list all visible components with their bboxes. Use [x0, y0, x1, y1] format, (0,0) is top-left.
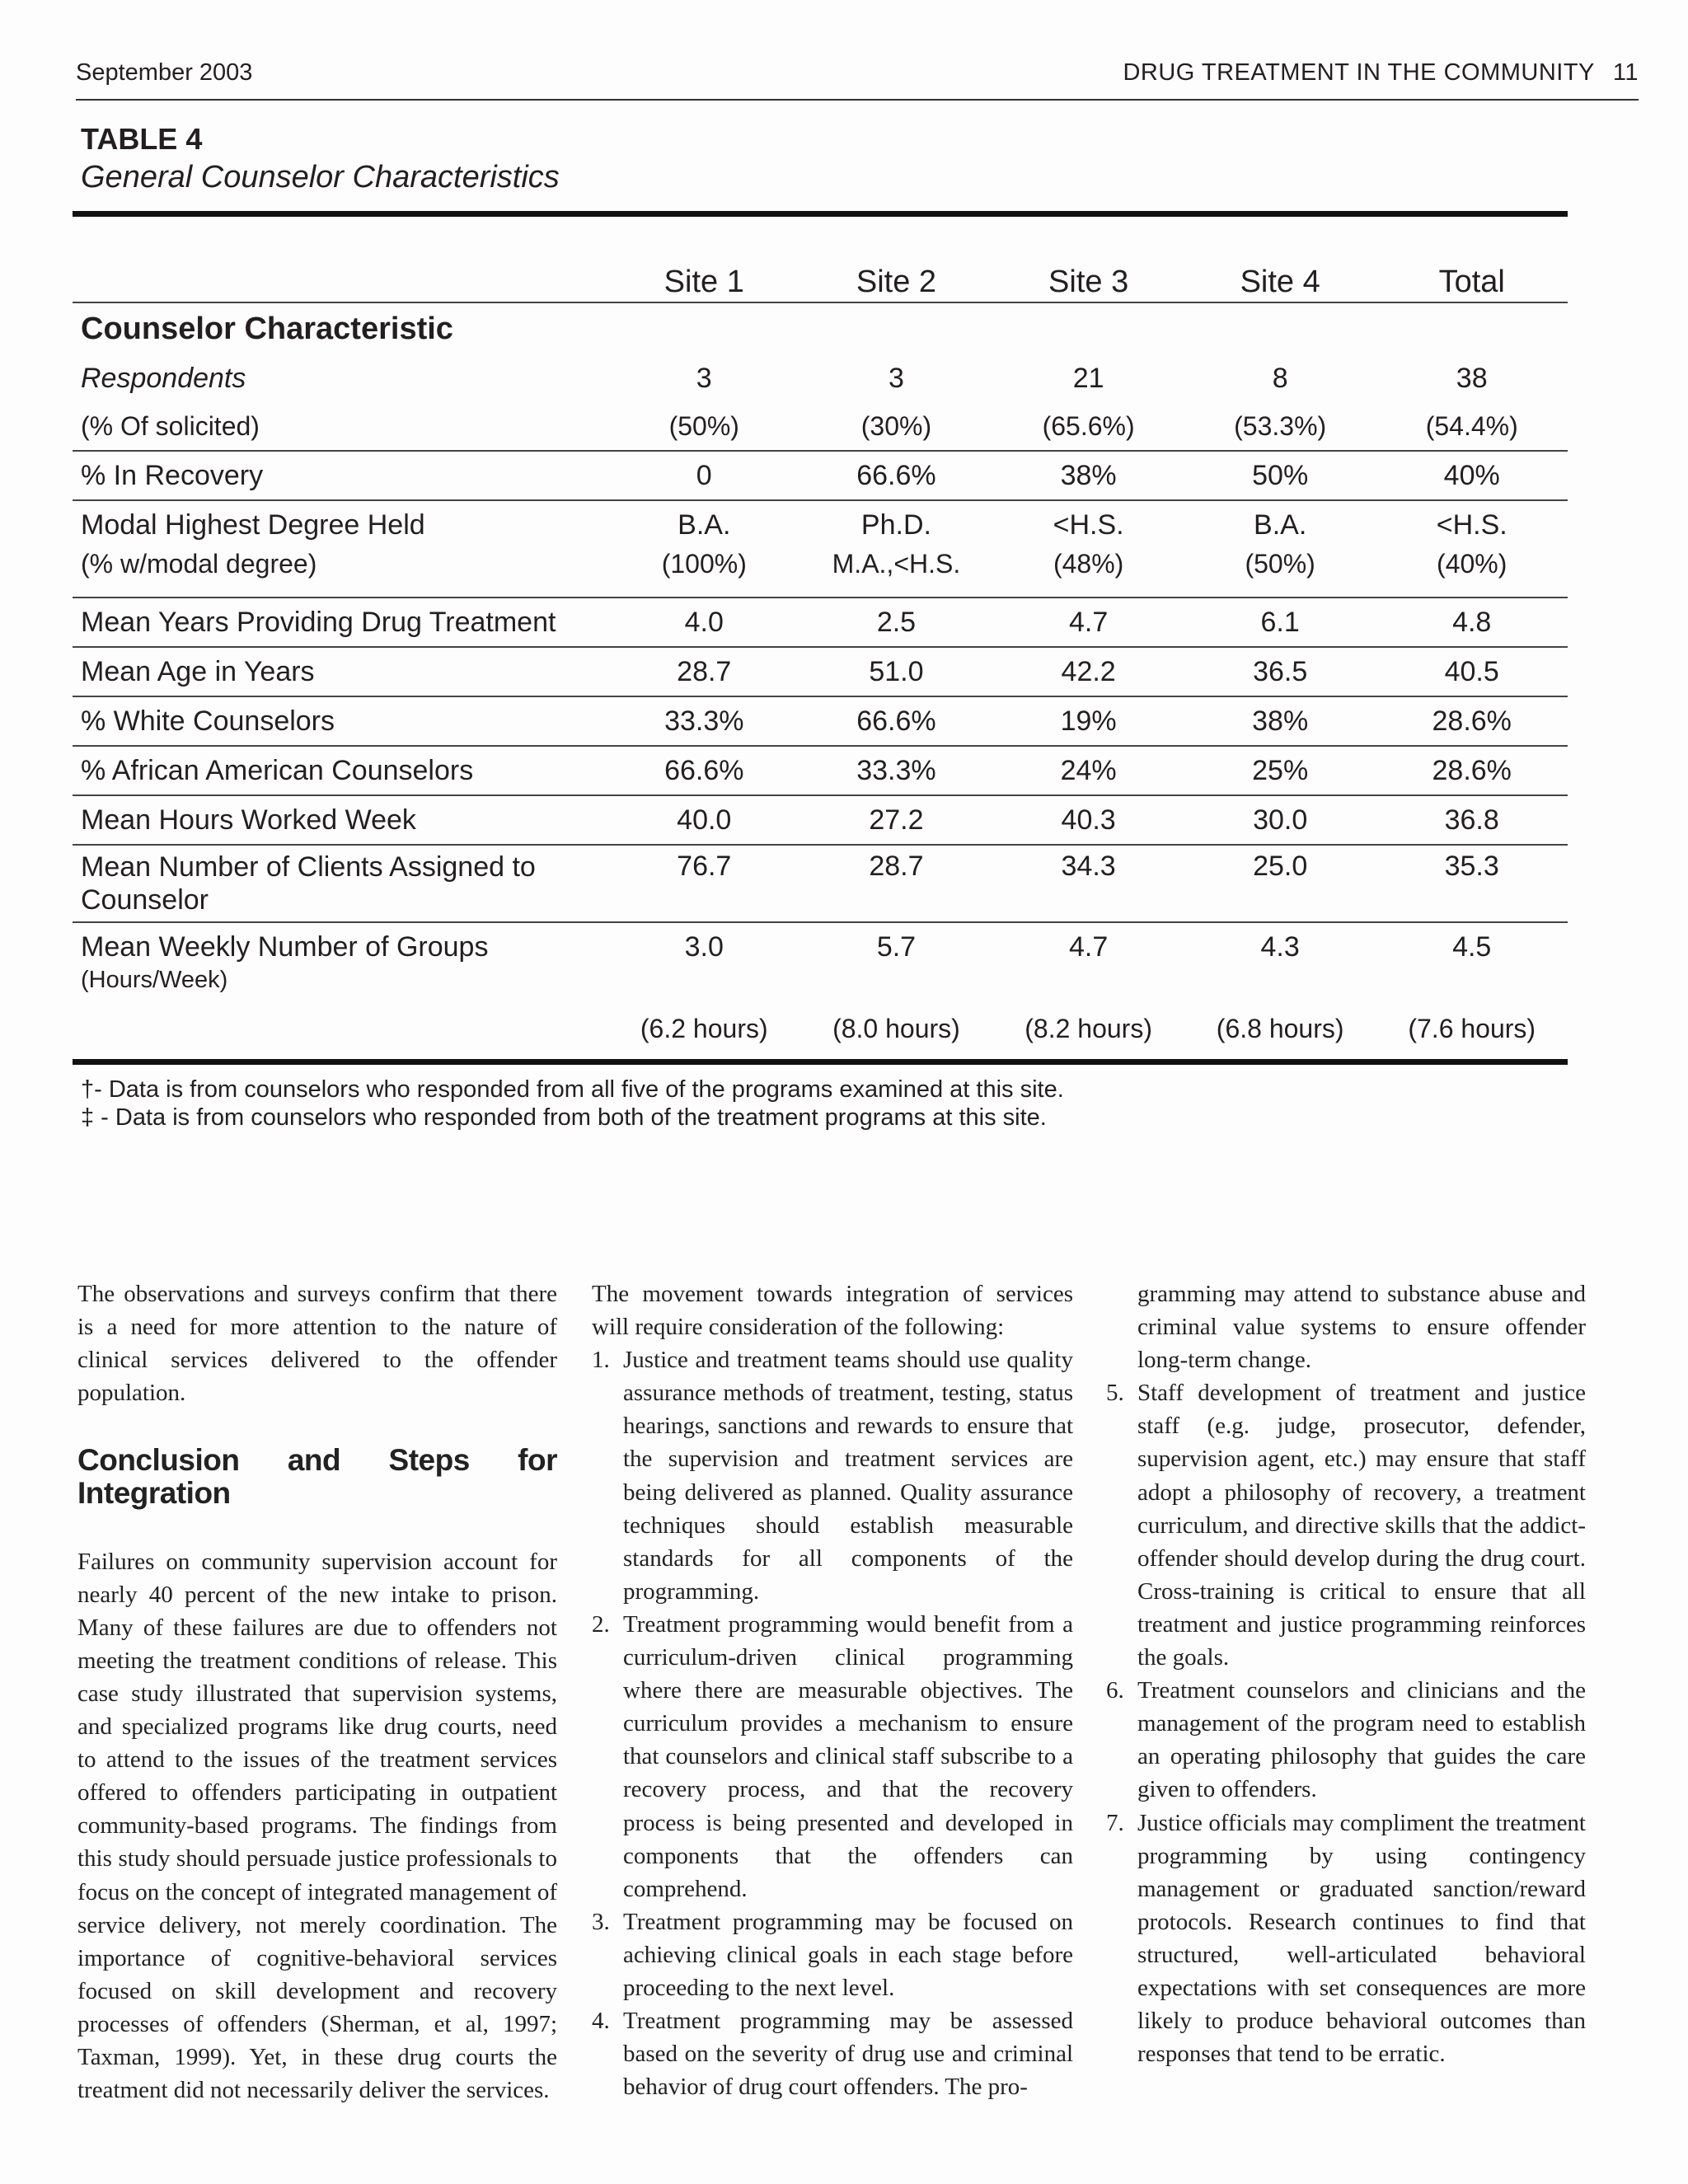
table-cell: 50%	[1184, 451, 1376, 500]
numbered-list	[1106, 1376, 1586, 2070]
table-cell: 28.6%	[1376, 696, 1568, 746]
table-cell: 40%	[1376, 451, 1568, 500]
table-row	[73, 402, 1568, 451]
section-heading: Conclusion and Steps for Integration	[77, 1443, 557, 1511]
numbered-list	[592, 1343, 1073, 2103]
list-number: 5.	[1106, 1380, 1124, 1407]
table-cell: 4.3	[1184, 922, 1376, 1005]
table-footnote: ‡ - Data is from counselors who responded from both of the treatment programs at this site.	[81, 1104, 1047, 1131]
table-cell: 28.7	[800, 845, 993, 922]
table-cell: (50%)	[1245, 549, 1315, 579]
table-cell: 28.7	[608, 647, 800, 696]
section-header-row	[73, 302, 1568, 354]
row-label: % In Recovery	[73, 451, 608, 500]
row-label: (% w/modal degree)	[81, 549, 317, 579]
journal-title-and-page	[1123, 59, 1639, 87]
column-header: Total	[1376, 255, 1568, 302]
table-bottom-rule	[73, 1059, 1568, 1065]
list-text: Treatment programming may be focused on achieving clinical goals in each stage before proceeding to the next level.	[623, 1908, 1073, 2001]
table-cell: 4.8	[1376, 598, 1568, 647]
groups-label: Mean Weekly Number of Groups	[81, 931, 489, 963]
table-row	[73, 598, 1568, 647]
issue-date: September 2003	[76, 59, 253, 86]
table-cell: 40.3	[992, 795, 1184, 845]
table-cell: 25%	[1184, 746, 1376, 795]
list-item	[1106, 1674, 1586, 1806]
table-cell: B.A.	[608, 500, 800, 549]
list-number: 7.	[1106, 1809, 1124, 1836]
list-number: 4.	[592, 2008, 610, 2035]
table-cell: 3	[888, 362, 904, 394]
table-cell: 0	[608, 451, 800, 500]
table-footnote: †- Data is from counselors who responded from all five of the programs examined at this site.	[81, 1076, 1064, 1103]
table-cell: (7.6 hours)	[1408, 1013, 1536, 1043]
groups-sublabel: (Hours/Week)	[81, 967, 228, 993]
table-cell: 30.0	[1184, 795, 1376, 845]
paragraph: The observations and surveys confirm that there is a need for more attention to the nature of clinical services delivered to the offender population.	[77, 1281, 557, 1407]
column-header: Site 4	[1184, 255, 1376, 302]
table-cell: (8.2 hours)	[1025, 1013, 1152, 1043]
list-item	[1106, 1807, 1586, 2071]
table-cell: 4.0	[608, 598, 800, 647]
table-cell: (53.3%)	[1234, 410, 1327, 441]
table-cell: 4.7	[992, 922, 1184, 1005]
table-cell: (50%)	[668, 410, 739, 441]
table-cell: <H.S.	[992, 500, 1184, 549]
row-label: % African American Counselors	[73, 746, 608, 795]
table-cell: Ph.D.	[800, 500, 993, 549]
table-cell: 36.5	[1184, 647, 1376, 696]
table-title: General Counselor Characteristics	[81, 160, 560, 194]
row-label	[73, 922, 608, 1005]
list-item	[592, 1905, 1073, 2004]
table-row	[73, 845, 1568, 922]
table-cell: 4.5	[1376, 922, 1568, 1005]
table-cell: 33.3%	[608, 696, 800, 746]
table-cell: (65.6%)	[1042, 410, 1135, 441]
list-text: Justice officials may compliment the treatment programming by using contingency management or graduated sanction/reward protocols. Research continues to find that structured, well-articulated behavioral expectations with set consequences are more likely to produce behavioral outcomes than responses that tend to be erratic.	[1137, 1809, 1586, 2068]
table-cell: 76.7	[608, 845, 800, 922]
table-cell: 25.0	[1184, 845, 1376, 922]
body-column-3	[1106, 1277, 1586, 2070]
list-text: Treatment programming may be assessed based on the severity of drug use and criminal behavior of drug court offenders. The pro-	[623, 2008, 1073, 2101]
table-cell: 3	[696, 362, 712, 394]
column-header: Site 1	[608, 255, 800, 302]
table-cell: 2.5	[800, 598, 993, 647]
table-cell: (6.2 hours)	[640, 1013, 768, 1043]
table-top-rule	[73, 211, 1568, 217]
page-number: 11	[1612, 59, 1639, 86]
table-cell: 21	[1072, 362, 1104, 394]
body-column-1	[77, 1277, 557, 2107]
counselor-characteristics-table	[73, 255, 1568, 1052]
section-header: Counselor Characteristic	[81, 311, 453, 346]
table-cell: 66.6%	[800, 451, 993, 500]
column-header: Site 3	[992, 255, 1184, 302]
table-cell: 35.3	[1376, 845, 1568, 922]
table-cell: M.A.,<H.S.	[832, 549, 961, 579]
table-row	[73, 647, 1568, 696]
row-label: Mean Years Providing Drug Treatment	[73, 598, 608, 647]
list-text: Treatment programming would benefit from a curriculum-driven clinical programming where there are measurable objectives. The curriculum provides a mechanism to ensure that counselors and clinical staff subscribe to a recovery process, and that the recovery process is being presented and developed in components that the offenders can comprehend.	[623, 1610, 1073, 1902]
table-row	[73, 451, 1568, 500]
paragraph: gramming may attend to substance abuse and criminal value systems to ensure offender long-term change.	[1137, 1281, 1586, 1374]
table-cell: 3.0	[608, 922, 800, 1005]
list-item	[592, 2004, 1073, 2103]
list-item	[1106, 1376, 1586, 1674]
table-cell: 38	[1456, 362, 1488, 394]
paragraph: Failures on community supervision account for nearly 40 percent of the new intake to prison. Many of these failures are due to offenders not meeting the treatment conditions of release. This case study illustrated that supervision systems, and specialized programs like drug courts, need to attend to the issues of the treatment services offered to offenders participating in outpatient community-based programs. The findings from this study should persuade justice professionals to focus on the concept of integrated management of service delivery, not merely coordination. The importance of cognitive-behavioral services focused on skill development and recovery processes of offenders (Sherman, et al, 1997; Taxman, 1999). Yet, in these drug courts the treatment did not necessarily deliver the services.	[77, 1548, 557, 2104]
list-item	[592, 1608, 1073, 1905]
table-cell: 40.0	[608, 795, 800, 845]
table-cell: (30%)	[860, 410, 932, 441]
list-text: Staff development of treatment and justice staff (e.g. judge, prosecutor, defender, supervision agent, etc.) may ensure that staff adopt a philosophy of recovery, a treatment curriculum, and directive skills that the addict-offender should develop during the drug court. Cross-training is critical to ensure that all treatment and justice programming reinforces the goals.	[1137, 1380, 1586, 1671]
row-label: Modal Highest Degree Held	[73, 500, 608, 549]
table-row	[73, 746, 1568, 795]
paragraph: The movement towards integration of services will require consideration of the following:	[592, 1281, 1073, 1341]
row-label: Respondents	[81, 362, 246, 394]
table-cell: 28.6%	[1376, 746, 1568, 795]
table-cell: 66.6%	[800, 696, 993, 746]
table-label: TABLE 4	[81, 122, 203, 156]
list-number: 2.	[592, 1610, 610, 1638]
table-cell: 66.6%	[608, 746, 800, 795]
table-cell: 8	[1272, 362, 1288, 394]
table-row	[73, 1005, 1568, 1052]
list-item	[592, 1343, 1073, 1608]
table-cell: (54.4%)	[1425, 410, 1518, 441]
table-row	[73, 696, 1568, 746]
table-row	[73, 549, 1568, 598]
row-label: Mean Age in Years	[73, 647, 608, 696]
table-cell: (40%)	[1437, 549, 1507, 579]
table-cell: B.A.	[1184, 500, 1376, 549]
table-cell: 34.3	[992, 845, 1184, 922]
body-column-2	[592, 1277, 1073, 2103]
table-cell: 6.1	[1184, 598, 1376, 647]
table-cell: (6.8 hours)	[1216, 1013, 1344, 1043]
list-number: 6.	[1106, 1677, 1124, 1704]
table-cell: 4.7	[992, 598, 1184, 647]
row-label: Mean Number of Clients Assigned to Counselor	[73, 845, 608, 922]
table-row	[73, 354, 1568, 402]
table-header-row	[73, 255, 1568, 302]
table-cell: 19%	[992, 696, 1184, 746]
row-label: % White Counselors	[73, 696, 608, 746]
table-cell: 27.2	[800, 795, 993, 845]
table-cell: 38%	[992, 451, 1184, 500]
table-cell: 36.8	[1376, 795, 1568, 845]
table-row	[73, 795, 1568, 845]
table-cell: 51.0	[800, 647, 993, 696]
column-header: Site 2	[800, 255, 993, 302]
table-row	[73, 922, 1568, 1005]
list-number: 3.	[592, 1908, 610, 1935]
table-cell: 5.7	[800, 922, 993, 1005]
table-cell: <H.S.	[1376, 500, 1568, 549]
table-cell: 42.2	[992, 647, 1184, 696]
table-row	[73, 500, 1568, 549]
table-cell: 40.5	[1376, 647, 1568, 696]
table-cell: 33.3%	[800, 746, 993, 795]
list-number: 1.	[592, 1347, 610, 1374]
table-cell: (48%)	[1053, 549, 1124, 579]
row-label: Mean Hours Worked Week	[73, 795, 608, 845]
journal-title: DRUG TREATMENT IN THE COMMUNITY	[1123, 59, 1595, 86]
table-cell: (100%)	[661, 549, 747, 579]
running-header	[76, 59, 1639, 101]
list-text: Treatment counselors and clinicians and the management of the program need to establish an operating philosophy that guides the care given to offenders.	[1137, 1677, 1586, 1803]
row-label: (% Of solicited)	[81, 410, 260, 441]
table-cell: 24%	[992, 746, 1184, 795]
table-cell: (8.0 hours)	[832, 1013, 960, 1043]
table-cell: 38%	[1184, 696, 1376, 746]
list-text: Justice and treatment teams should use quality assurance methods of treatment, testing, status hearings, sanctions and rewards to ensure that the supervision and treatment services are being delivered as planned. Quality assurance techniques should establish measurable standards for all components of the programming.	[623, 1347, 1073, 1605]
